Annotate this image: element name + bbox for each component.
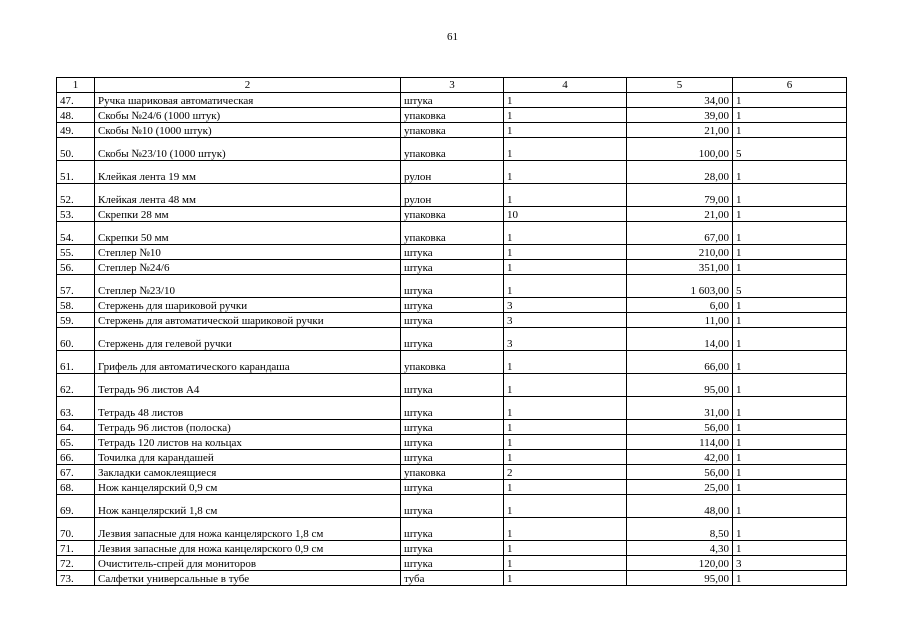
- table-row: [57, 480, 847, 495]
- row-number-cell: 49.: [57, 123, 95, 138]
- item-name-cell: Тетрадь 96 листов А4: [95, 374, 401, 397]
- price-cell: 25,00: [627, 480, 733, 495]
- quantity-cell: 1: [504, 397, 627, 420]
- unit-cell: упаковка: [401, 138, 504, 161]
- row-number-cell: 57.: [57, 275, 95, 298]
- item-name-cell: Скобы №24/6 (1000 штук): [95, 108, 401, 123]
- row-number-cell: 55.: [57, 245, 95, 260]
- table-row: [57, 313, 847, 328]
- price-cell: 1 603,00: [627, 275, 733, 298]
- norm-cell: 1: [733, 93, 847, 108]
- row-number-cell: 67.: [57, 465, 95, 480]
- row-number-cell: 53.: [57, 207, 95, 222]
- item-name-cell: Скрепки 50 мм: [95, 222, 401, 245]
- price-cell: 120,00: [627, 556, 733, 571]
- quantity-cell: 3: [504, 328, 627, 351]
- norm-cell: 1: [733, 450, 847, 465]
- unit-cell: штука: [401, 435, 504, 450]
- unit-cell: штука: [401, 420, 504, 435]
- item-name-cell: Клейкая лента 19 мм: [95, 161, 401, 184]
- item-name-cell: Скобы №10 (1000 штук): [95, 123, 401, 138]
- unit-cell: рулон: [401, 184, 504, 207]
- price-cell: 67,00: [627, 222, 733, 245]
- table-row: [57, 495, 847, 518]
- header-col-6: 6: [733, 78, 847, 93]
- row-number-cell: 58.: [57, 298, 95, 313]
- quantity-cell: 3: [504, 313, 627, 328]
- norm-cell: 1: [733, 328, 847, 351]
- row-number-cell: 72.: [57, 556, 95, 571]
- quantity-cell: 3: [504, 298, 627, 313]
- item-name-cell: Точилка для карандашей: [95, 450, 401, 465]
- item-name-cell: Стержень для гелевой ручки: [95, 328, 401, 351]
- table-row: [57, 207, 847, 222]
- quantity-cell: 1: [504, 108, 627, 123]
- table-row: [57, 420, 847, 435]
- quantity-cell: 1: [504, 184, 627, 207]
- quantity-cell: 1: [504, 222, 627, 245]
- table-row: [57, 184, 847, 207]
- norm-cell: 1: [733, 465, 847, 480]
- item-name-cell: Стержень для автоматической шариковой ручки: [95, 313, 401, 328]
- row-number-cell: 66.: [57, 450, 95, 465]
- table-row: [57, 108, 847, 123]
- price-cell: 14,00: [627, 328, 733, 351]
- norm-cell: 1: [733, 222, 847, 245]
- unit-cell: упаковка: [401, 351, 504, 374]
- unit-cell: штука: [401, 397, 504, 420]
- unit-cell: упаковка: [401, 207, 504, 222]
- table-header-row: [57, 78, 847, 93]
- row-number-cell: 65.: [57, 435, 95, 450]
- price-cell: 56,00: [627, 420, 733, 435]
- norm-cell: 1: [733, 351, 847, 374]
- price-cell: 56,00: [627, 465, 733, 480]
- norm-cell: 3: [733, 556, 847, 571]
- unit-cell: упаковка: [401, 108, 504, 123]
- header-col-5: 5: [627, 78, 733, 93]
- quantity-cell: 1: [504, 420, 627, 435]
- item-name-cell: Тетрадь 96 листов (полоска): [95, 420, 401, 435]
- price-cell: 114,00: [627, 435, 733, 450]
- price-cell: 351,00: [627, 260, 733, 275]
- price-cell: 48,00: [627, 495, 733, 518]
- table-row: [57, 571, 847, 586]
- quantity-cell: 1: [504, 435, 627, 450]
- row-number-cell: 68.: [57, 480, 95, 495]
- header-col-4: 4: [504, 78, 627, 93]
- row-number-cell: 48.: [57, 108, 95, 123]
- row-number-cell: 59.: [57, 313, 95, 328]
- price-cell: 6,00: [627, 298, 733, 313]
- norm-cell: 1: [733, 184, 847, 207]
- unit-cell: штука: [401, 495, 504, 518]
- price-cell: 42,00: [627, 450, 733, 465]
- table-row: [57, 435, 847, 450]
- unit-cell: штука: [401, 260, 504, 275]
- unit-cell: штука: [401, 480, 504, 495]
- table-row: [57, 245, 847, 260]
- quantity-cell: 1: [504, 480, 627, 495]
- unit-cell: штука: [401, 374, 504, 397]
- table-row: [57, 93, 847, 108]
- row-number-cell: 47.: [57, 93, 95, 108]
- item-name-cell: Степлер №24/6: [95, 260, 401, 275]
- table-row: [57, 328, 847, 351]
- unit-cell: штука: [401, 93, 504, 108]
- price-cell: 95,00: [627, 374, 733, 397]
- norm-cell: 1: [733, 298, 847, 313]
- unit-cell: штука: [401, 298, 504, 313]
- norm-cell: 1: [733, 480, 847, 495]
- quantity-cell: 1: [504, 245, 627, 260]
- quantity-cell: 10: [504, 207, 627, 222]
- item-name-cell: Клейкая лента 48 мм: [95, 184, 401, 207]
- norm-cell: 1: [733, 123, 847, 138]
- unit-cell: рулон: [401, 161, 504, 184]
- item-name-cell: Степлер №10: [95, 245, 401, 260]
- norm-cell: 1: [733, 397, 847, 420]
- norm-cell: 1: [733, 374, 847, 397]
- table-row: [57, 518, 847, 541]
- price-cell: 31,00: [627, 397, 733, 420]
- price-cell: 100,00: [627, 138, 733, 161]
- norm-cell: 1: [733, 245, 847, 260]
- row-number-cell: 69.: [57, 495, 95, 518]
- unit-cell: штука: [401, 245, 504, 260]
- norm-cell: 1: [733, 435, 847, 450]
- table-row: [57, 556, 847, 571]
- norm-cell: 1: [733, 108, 847, 123]
- item-name-cell: Степлер №23/10: [95, 275, 401, 298]
- norm-cell: 1: [733, 313, 847, 328]
- item-name-cell: Ручка шариковая автоматическая: [95, 93, 401, 108]
- row-number-cell: 50.: [57, 138, 95, 161]
- page-number: 61: [447, 31, 458, 43]
- item-name-cell: Очиститель-спрей для мониторов: [95, 556, 401, 571]
- row-number-cell: 73.: [57, 571, 95, 586]
- supplies-table: [56, 77, 847, 586]
- table-row: [57, 374, 847, 397]
- table-row: [57, 123, 847, 138]
- table-row: [57, 397, 847, 420]
- price-cell: 21,00: [627, 207, 733, 222]
- price-cell: 34,00: [627, 93, 733, 108]
- norm-cell: 1: [733, 495, 847, 518]
- price-cell: 95,00: [627, 571, 733, 586]
- unit-cell: штука: [401, 518, 504, 541]
- quantity-cell: 1: [504, 450, 627, 465]
- quantity-cell: 1: [504, 495, 627, 518]
- table-row: [57, 275, 847, 298]
- row-number-cell: 63.: [57, 397, 95, 420]
- table-row: [57, 138, 847, 161]
- unit-cell: упаковка: [401, 123, 504, 138]
- quantity-cell: 1: [504, 541, 627, 556]
- norm-cell: 1: [733, 260, 847, 275]
- unit-cell: упаковка: [401, 222, 504, 245]
- price-cell: 8,50: [627, 518, 733, 541]
- item-name-cell: Лезвия запасные для ножа канцелярского 1,8 см: [95, 518, 401, 541]
- norm-cell: 1: [733, 571, 847, 586]
- row-number-cell: 71.: [57, 541, 95, 556]
- price-cell: 66,00: [627, 351, 733, 374]
- price-cell: 39,00: [627, 108, 733, 123]
- unit-cell: упаковка: [401, 465, 504, 480]
- price-cell: 210,00: [627, 245, 733, 260]
- table-row: [57, 298, 847, 313]
- table-row: [57, 260, 847, 275]
- table-row: [57, 541, 847, 556]
- header-col-1: 1: [57, 78, 95, 93]
- row-number-cell: 70.: [57, 518, 95, 541]
- price-cell: 4,30: [627, 541, 733, 556]
- item-name-cell: Грифель для автоматического карандаша: [95, 351, 401, 374]
- price-cell: 21,00: [627, 123, 733, 138]
- unit-cell: штука: [401, 275, 504, 298]
- item-name-cell: Нож канцелярский 1,8 см: [95, 495, 401, 518]
- quantity-cell: 1: [504, 275, 627, 298]
- norm-cell: 1: [733, 420, 847, 435]
- norm-cell: 1: [733, 207, 847, 222]
- norm-cell: 5: [733, 138, 847, 161]
- price-cell: 28,00: [627, 161, 733, 184]
- norm-cell: 1: [733, 541, 847, 556]
- quantity-cell: 1: [504, 260, 627, 275]
- item-name-cell: Скрепки 28 мм: [95, 207, 401, 222]
- unit-cell: штука: [401, 313, 504, 328]
- item-name-cell: Салфетки универсальные в тубе: [95, 571, 401, 586]
- header-col-2: 2: [95, 78, 401, 93]
- unit-cell: штука: [401, 541, 504, 556]
- quantity-cell: 1: [504, 556, 627, 571]
- price-cell: 79,00: [627, 184, 733, 207]
- norm-cell: 1: [733, 518, 847, 541]
- table-row: [57, 351, 847, 374]
- row-number-cell: 51.: [57, 161, 95, 184]
- norm-cell: 5: [733, 275, 847, 298]
- item-name-cell: Нож канцелярский 0,9 см: [95, 480, 401, 495]
- row-number-cell: 56.: [57, 260, 95, 275]
- header-col-3: 3: [401, 78, 504, 93]
- item-name-cell: Закладки самоклеящиеся: [95, 465, 401, 480]
- table-row: [57, 161, 847, 184]
- table-row: [57, 450, 847, 465]
- norm-cell: 1: [733, 161, 847, 184]
- item-name-cell: Тетрадь 120 листов на кольцах: [95, 435, 401, 450]
- unit-cell: штука: [401, 328, 504, 351]
- quantity-cell: 1: [504, 138, 627, 161]
- unit-cell: штука: [401, 556, 504, 571]
- quantity-cell: 1: [504, 374, 627, 397]
- quantity-cell: 1: [504, 123, 627, 138]
- table-row: [57, 465, 847, 480]
- quantity-cell: 1: [504, 351, 627, 374]
- price-cell: 11,00: [627, 313, 733, 328]
- row-number-cell: 61.: [57, 351, 95, 374]
- table-body: [57, 93, 847, 586]
- row-number-cell: 64.: [57, 420, 95, 435]
- row-number-cell: 62.: [57, 374, 95, 397]
- item-name-cell: Лезвия запасные для ножа канцелярского 0,9 см: [95, 541, 401, 556]
- unit-cell: штука: [401, 450, 504, 465]
- item-name-cell: Тетрадь 48 листов: [95, 397, 401, 420]
- quantity-cell: 1: [504, 571, 627, 586]
- quantity-cell: 1: [504, 161, 627, 184]
- unit-cell: туба: [401, 571, 504, 586]
- row-number-cell: 52.: [57, 184, 95, 207]
- quantity-cell: 1: [504, 93, 627, 108]
- item-name-cell: Скобы №23/10 (1000 штук): [95, 138, 401, 161]
- row-number-cell: 54.: [57, 222, 95, 245]
- row-number-cell: 60.: [57, 328, 95, 351]
- quantity-cell: 1: [504, 518, 627, 541]
- table-row: [57, 222, 847, 245]
- item-name-cell: Стержень для шариковой ручки: [95, 298, 401, 313]
- quantity-cell: 2: [504, 465, 627, 480]
